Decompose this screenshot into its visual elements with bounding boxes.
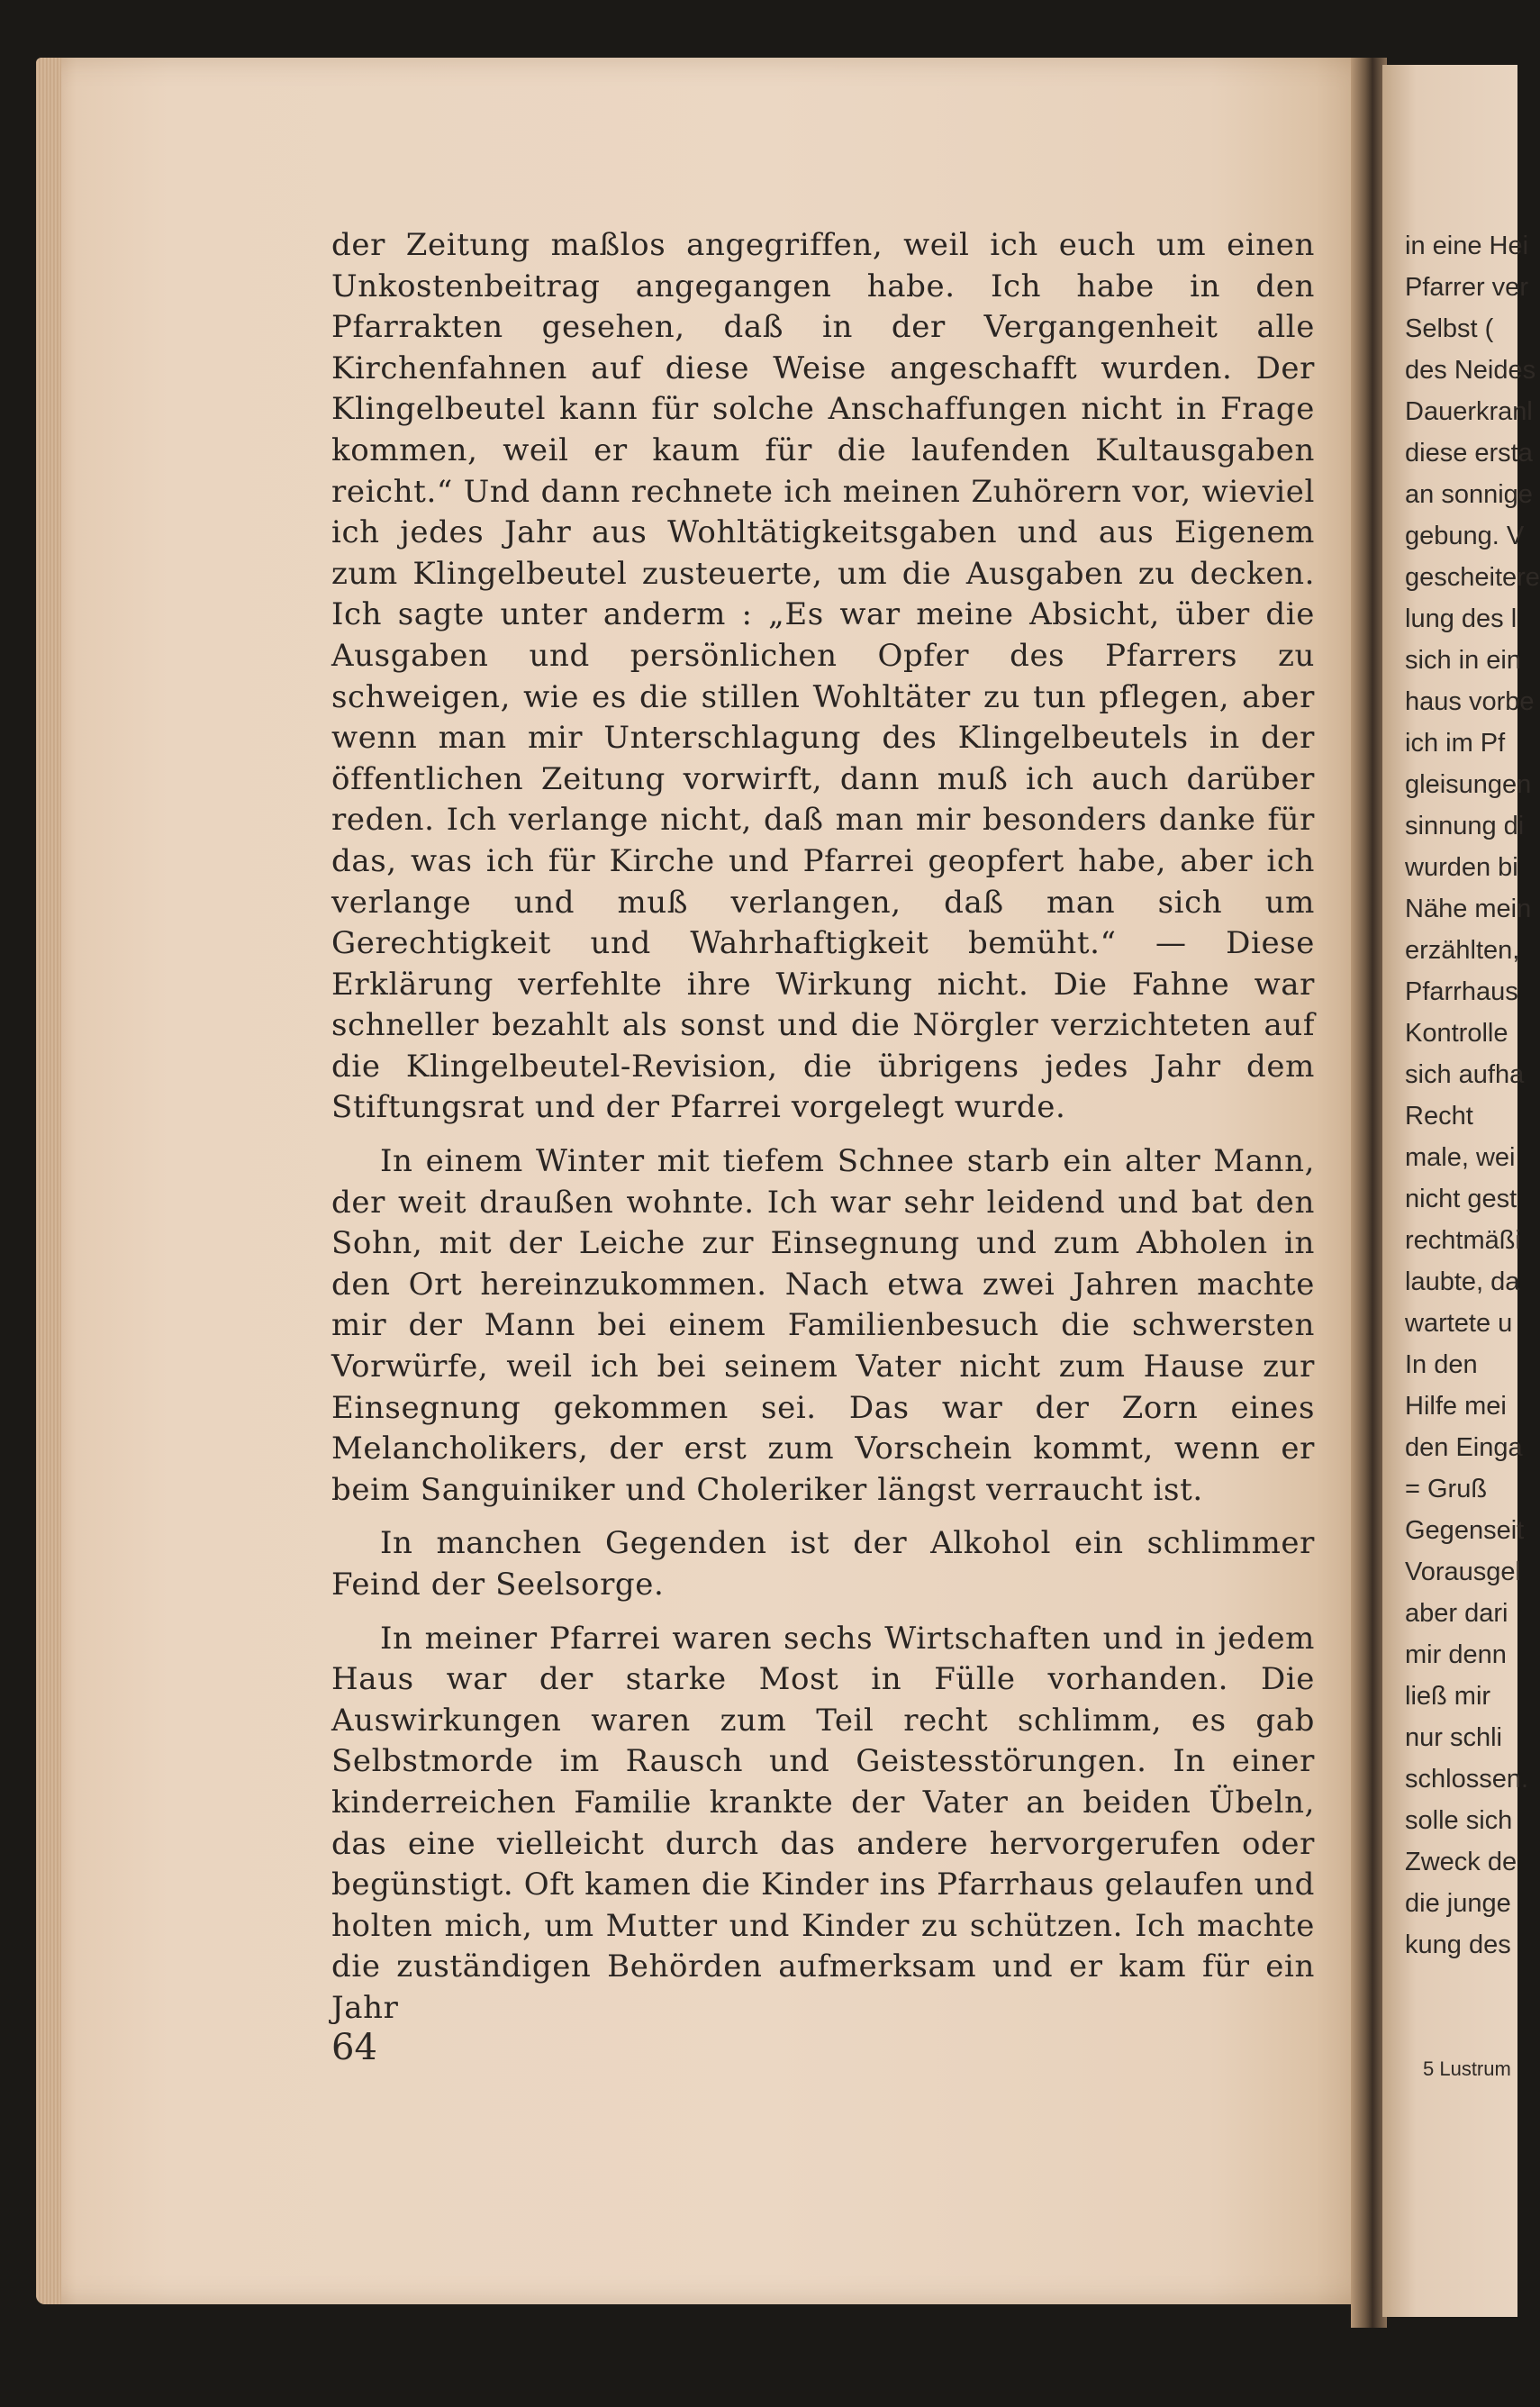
right-page-line: Vorausgel (1405, 1558, 1521, 1586)
right-page-line: schlossen. (1405, 1765, 1529, 1794)
right-page-line: ließ mir (1405, 1682, 1491, 1711)
right-page-line: gleisungen (1405, 770, 1532, 799)
right-page-line: lung des l (1405, 604, 1517, 633)
right-page-line: sich in ein (1405, 646, 1521, 675)
right-page-line: haus vorbe (1405, 687, 1535, 716)
right-page-line: kung des (1405, 1930, 1511, 1959)
right-page-line: nicht gest (1405, 1185, 1517, 1213)
paragraph: In meiner Pfarrei waren sechs Wirtschaften und in jedem Haus war der starke Most in Fülle vorhanden. Die Auswirkungen waren zum Teil recht schlimm, es gab Selbstmorde im Rausch und Geistesstörungen. In einer kinderreichen Familie krankte der Vater an beiden Übeln, das eine vielleicht durch das andere hervorgerufen oder begünstigt. Oft kamen die Kinder ins Pfarrhaus gelaufen und holten mich, um Mutter und Kinder zu schützen. Ich machte die zuständigen Behörden aufmerksam und er kam für ein Jahr (331, 1620, 1315, 2026)
right-page-footnote: 5 Lustrum (1423, 2057, 1511, 2080)
right-page-line: Nähe mein (1405, 895, 1532, 923)
right-page-line: an sonnige (1405, 480, 1533, 509)
page-number: 64 (331, 2027, 377, 2068)
left-page-text (331, 225, 1315, 2042)
right-page-line: die junge (1405, 1889, 1511, 1918)
right-page-line: male, wei (1405, 1143, 1516, 1172)
right-page-line: wartete u (1405, 1309, 1513, 1338)
right-page-text (1405, 225, 1540, 1966)
right-page-line: Zweck de (1405, 1848, 1517, 1876)
right-page-line: diese ersta (1405, 439, 1533, 468)
right-page-line: ich im Pf (1405, 729, 1506, 758)
right-page-line: Selbst ( (1405, 314, 1494, 343)
right-page-line: des Neides (1405, 356, 1536, 385)
paragraph: der Zeitung maßlos angegriffen, weil ich euch um einen Unkostenbeitrag angegangen habe. Ich habe in den Pfarrakten gesehen, daß in der Vergangenheit alle Kirchenfahnen auf diese Weise angeschafft wurden. Der Klingelbeutel kann für solche Anschaffungen nicht in Frage kommen, weil er kaum für die laufenden Kultausgaben reicht.“ Und dann rechnete ich meinen Zuhörern vor, wieviel ich jedes Jahr aus Wohltätigkeitsgaben und aus Eigenem zum Klingelbeutel zusteuerte, um die Ausgaben zu decken. Ich sagte unter anderm : „Es war meine Absicht, über die Ausgaben und persönlichen Opfer des Pfarrers zu schweigen, wie es die stillen Wohltäter zu tun pflegen, aber wenn man mir Unterschlagung des Klingelbeutels in der öffentlichen Zeitung vorwirft, dann muß ich auch darüber reden. Ich verlange nicht, daß man mir besonders danke für das, was ich für Kirche und Pfarrei geopfert habe, aber ich verlange und muß verlangen, daß man sich um Gerechtigkeit und Wahrhaftigkeit bemüht.“ — Diese Erklärung verfehlte ihre Wirkung nicht. Die Fahne war schneller bezahlt als sonst und die Nörgler verzichteten auf die Klingelbeutel-Revision, die übrigens jedes Jahr dem Stiftungsrat und der Pfarrei vorgelegt wurde. (331, 227, 1315, 1126)
right-page-line: sich aufha (1405, 1060, 1525, 1089)
right-page-line: Kontrolle (1405, 1019, 1508, 1048)
right-page-line: den Einga (1405, 1433, 1523, 1462)
paragraph: In manchen Gegenden ist der Alkohol ein schlimmer Feind der Seelsorge. (331, 1525, 1315, 1603)
right-page-line: solle sich (1405, 1806, 1513, 1835)
right-page-line: in eine Hei (1405, 232, 1529, 260)
right-page-line: mir denn (1405, 1640, 1507, 1669)
right-page-line: Gegenseit (1405, 1516, 1525, 1545)
right-page-line: Hilfe mei (1405, 1392, 1507, 1421)
right-page-line: erzählten, (1405, 936, 1520, 965)
right-page-line: In den (1405, 1350, 1478, 1379)
right-page-line: laubte, da (1405, 1267, 1520, 1296)
right-page-line: Pfarrer ver (1405, 273, 1528, 302)
right-page-line: wurden bi (1405, 853, 1518, 882)
right-page-line: Pfarrhaus (1405, 977, 1518, 1006)
right-page-line: rechtmäßi (1405, 1226, 1521, 1255)
right-page-line: Dauerkranl (1405, 397, 1533, 426)
right-page-line: Recht (1405, 1102, 1473, 1131)
paragraph: In einem Winter mit tiefem Schnee starb ein alter Mann, der weit draußen wohnte. Ich war sehr leidend und bat den Sohn, mit der Leiche zur Einsegnung und zum Abholen in den Ort hereinzukommen. Nach etwa zwei Jahren machte mir der Mann bei einem Familienbesuch die schwersten Vorwürfe, weil ich bei seinem Vater nicht zum Hause zur Einsegnung gekommen sei. Das war der Zorn eines Melancholikers, der erst zum Vorschein kommt, wenn er beim Sanguiniker und Choleriker längst verraucht ist. (331, 1143, 1315, 1508)
book-gutter (1351, 58, 1387, 2328)
right-page-line: aber dari (1405, 1599, 1508, 1628)
right-page-line: nur schli (1405, 1723, 1502, 1752)
right-page-line: sinnung di (1405, 812, 1525, 840)
right-page-line: gescheitere (1405, 563, 1540, 592)
right-page-line: gebung. V (1405, 522, 1525, 550)
page-edge (36, 58, 61, 2304)
right-page-line: = Gruß (1405, 1475, 1488, 1503)
